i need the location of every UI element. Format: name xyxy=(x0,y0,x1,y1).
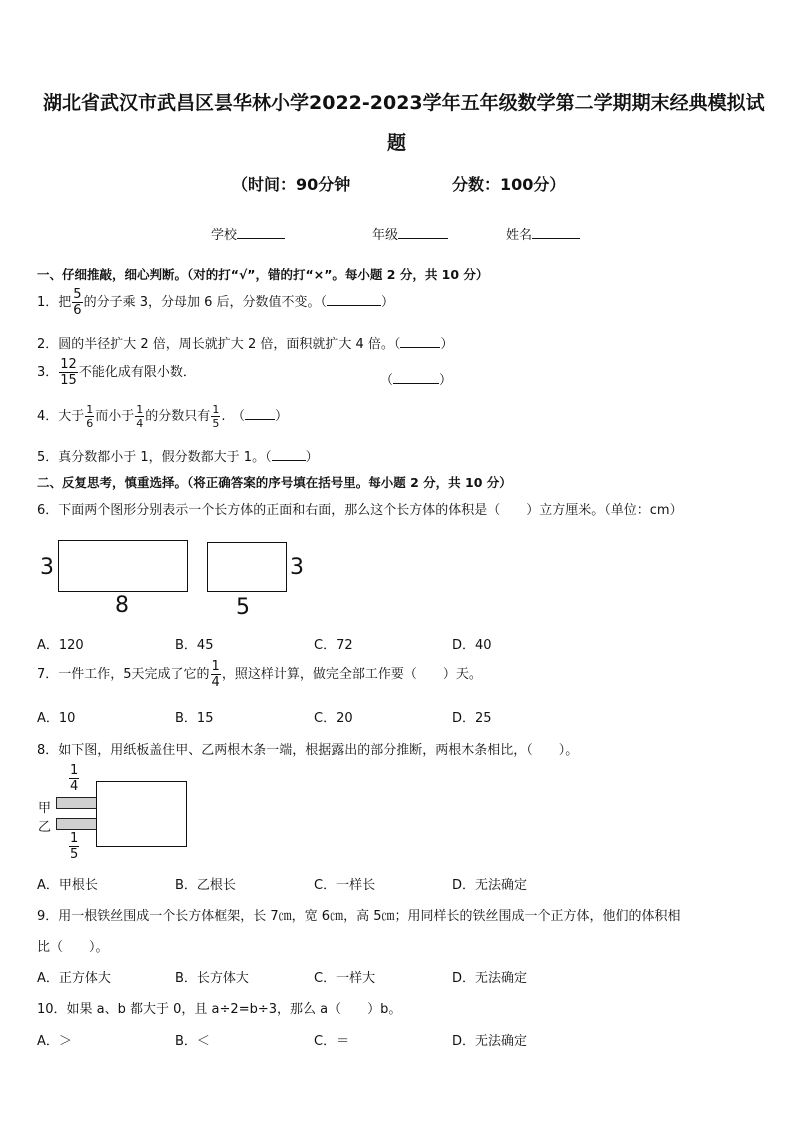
q10-option-b[interactable]: B．＜ xyxy=(175,1034,210,1049)
question-3-answer xyxy=(380,369,452,388)
q9-option-d[interactable]: D．无法确定 xyxy=(452,971,528,986)
q1-fraction xyxy=(72,288,82,317)
page-title: 湖北省武汉市武昌区昙华林小学2022-2023学年五年级数学第二学期期末经典模拟试 xyxy=(43,92,765,114)
q5-answer-blank[interactable] xyxy=(272,460,306,461)
q6-option-d[interactable]: D．40 xyxy=(452,638,492,653)
q3-end: ） xyxy=(439,373,453,388)
q10-option-c[interactable]: C．＝ xyxy=(314,1034,350,1049)
question-8: 8．如下图，用纸板盖住甲、乙两根木条一端，根据露出的部分推断，两根木条相比，（ ）。 xyxy=(37,743,579,758)
exam-time: （时间：90分钟 xyxy=(232,175,351,194)
q4-den3: 5 xyxy=(212,417,220,430)
q3-answer-blank[interactable] xyxy=(393,383,439,384)
section1-heading: 一、仔细推敲，细心判断。（对的打“√”，错的打“×”。每小题 2 分，共 10 分） xyxy=(37,267,489,282)
question-7 xyxy=(37,660,482,689)
grade-blank[interactable] xyxy=(398,238,448,239)
school-blank[interactable] xyxy=(237,238,285,239)
q8-jia-label: 甲 xyxy=(38,801,52,816)
q3-post: 不能化成有限小数． xyxy=(78,365,196,380)
question-2 xyxy=(37,333,453,352)
q4-num3: 1 xyxy=(212,403,220,416)
q4-answer-blank[interactable] xyxy=(245,419,275,420)
q2-end: ） xyxy=(440,337,454,352)
front-face-height: 3 xyxy=(40,555,54,580)
q4-fraction-a xyxy=(85,404,94,429)
q8-option-d[interactable]: D．无法确定 xyxy=(452,878,528,893)
q4-mid2: 的分数只有 xyxy=(145,409,211,424)
q8-yi-label: 乙 xyxy=(38,820,52,835)
q4-num1: 1 xyxy=(86,403,94,416)
right-face-rect xyxy=(207,542,287,592)
front-face-rect xyxy=(58,540,188,592)
q8-top-den: 4 xyxy=(70,779,79,794)
q8-option-c[interactable]: C．一样长 xyxy=(314,878,376,893)
q1-den: 6 xyxy=(73,303,82,318)
q8-top-fraction xyxy=(69,764,79,793)
question-5 xyxy=(37,446,319,465)
right-face-height: 3 xyxy=(290,555,304,580)
school-field xyxy=(211,224,285,243)
q3-open: （ xyxy=(380,373,394,388)
q3-fraction xyxy=(59,358,78,387)
question-9-line2: 比（ ）。 xyxy=(37,940,109,955)
page-title-cont: 题 xyxy=(387,132,407,154)
q4-den2: 4 xyxy=(136,417,144,430)
exam-score: 分数：100分） xyxy=(452,175,566,194)
question-9-line1: 9．用一根铁丝围成一个长方体框架，长 7㎝，宽 6㎝，高 5㎝；用同样长的铁丝围成一个正方体，他们的体积相 xyxy=(37,909,681,924)
q10-option-d[interactable]: D．无法确定 xyxy=(452,1034,528,1049)
q4-num2: 1 xyxy=(136,403,144,416)
school-label: 学校 xyxy=(211,228,238,243)
q9-option-a[interactable]: A．正方体大 xyxy=(37,971,111,986)
q4-post: . （ xyxy=(221,409,245,424)
q8-option-a[interactable]: A．甲根长 xyxy=(37,878,98,893)
q7-post: ，照这样计算，做完全部工作要（ ）天。 xyxy=(221,667,482,682)
q7-fraction xyxy=(211,660,221,689)
q9-option-b[interactable]: B．长方体大 xyxy=(175,971,249,986)
q7-num: 1 xyxy=(211,659,220,674)
q9-option-c[interactable]: C．一样大 xyxy=(314,971,376,986)
q2-text: 2．圆的半径扩大 2 倍，周长就扩大 2 倍，面积就扩大 4 倍。（ xyxy=(37,337,401,352)
question-6: 6．下面两个图形分别表示一个长方体的正面和右面，那么这个长方体的体积是（ ）立方厘米。（单位：cm） xyxy=(37,503,683,518)
name-label: 姓名 xyxy=(506,228,533,243)
q7-option-b[interactable]: B．15 xyxy=(175,711,214,726)
q5-end: ） xyxy=(305,450,319,465)
q7-option-d[interactable]: D．25 xyxy=(452,711,492,726)
question-4 xyxy=(37,404,288,429)
q8-bot-num: 1 xyxy=(70,831,79,846)
q7-den: 4 xyxy=(211,675,220,690)
q4-fraction-c xyxy=(211,404,220,429)
q10-option-a[interactable]: A．＞ xyxy=(37,1034,72,1049)
q2-answer-blank[interactable] xyxy=(400,347,440,348)
q6-option-a[interactable]: A．120 xyxy=(37,638,84,653)
question-1 xyxy=(37,288,394,317)
q5-text: 5．真分数都小于 1，假分数都大于 1。（ xyxy=(37,450,272,465)
q6-option-b[interactable]: B．45 xyxy=(175,638,214,653)
q6-option-c[interactable]: C．72 xyxy=(314,638,353,653)
q1-pre: 1．把 xyxy=(37,295,72,310)
q8-option-b[interactable]: B．乙根长 xyxy=(175,878,236,893)
q4-mid: 而小于 xyxy=(95,409,135,424)
right-face-width: 5 xyxy=(236,595,250,620)
q4-end: ） xyxy=(274,409,288,424)
q1-num: 5 xyxy=(73,287,82,302)
q7-option-c[interactable]: C．20 xyxy=(314,711,353,726)
section2-heading: 二、反复思考，慎重选择。（将正确答案的序号填在括号里。每小题 2 分，共 10 分） xyxy=(37,475,512,490)
q8-bottom-fraction xyxy=(69,832,79,861)
q3-num: 12 xyxy=(60,357,77,372)
q4-den1: 6 xyxy=(86,417,94,430)
q3-pre: 3． xyxy=(37,365,59,380)
q3-den: 15 xyxy=(60,373,77,388)
front-face-width: 8 xyxy=(115,593,129,618)
q7-option-a[interactable]: A．10 xyxy=(37,711,76,726)
q8-top-num: 1 xyxy=(70,763,79,778)
q7-pre: 7．一件工作，5天完成了它的 xyxy=(37,667,210,682)
cardboard-rect xyxy=(96,781,187,847)
q1-end: ） xyxy=(381,295,395,310)
q1-answer-blank[interactable] xyxy=(327,305,381,306)
grade-label: 年级 xyxy=(372,228,399,243)
name-field xyxy=(506,224,580,243)
grade-field xyxy=(372,224,448,243)
q4-pre: 4．大于 xyxy=(37,409,85,424)
q1-post: 的分子乘 3，分母加 6 后，分数值不变。（ xyxy=(83,295,328,310)
question-3 xyxy=(37,358,196,387)
q8-bot-den: 5 xyxy=(70,847,79,862)
q4-fraction-b xyxy=(135,404,144,429)
question-10: 10．如果 a、b 都大于 0，且 a÷2=b÷3，那么 a（ ）b。 xyxy=(37,1002,402,1017)
name-blank[interactable] xyxy=(532,238,580,239)
